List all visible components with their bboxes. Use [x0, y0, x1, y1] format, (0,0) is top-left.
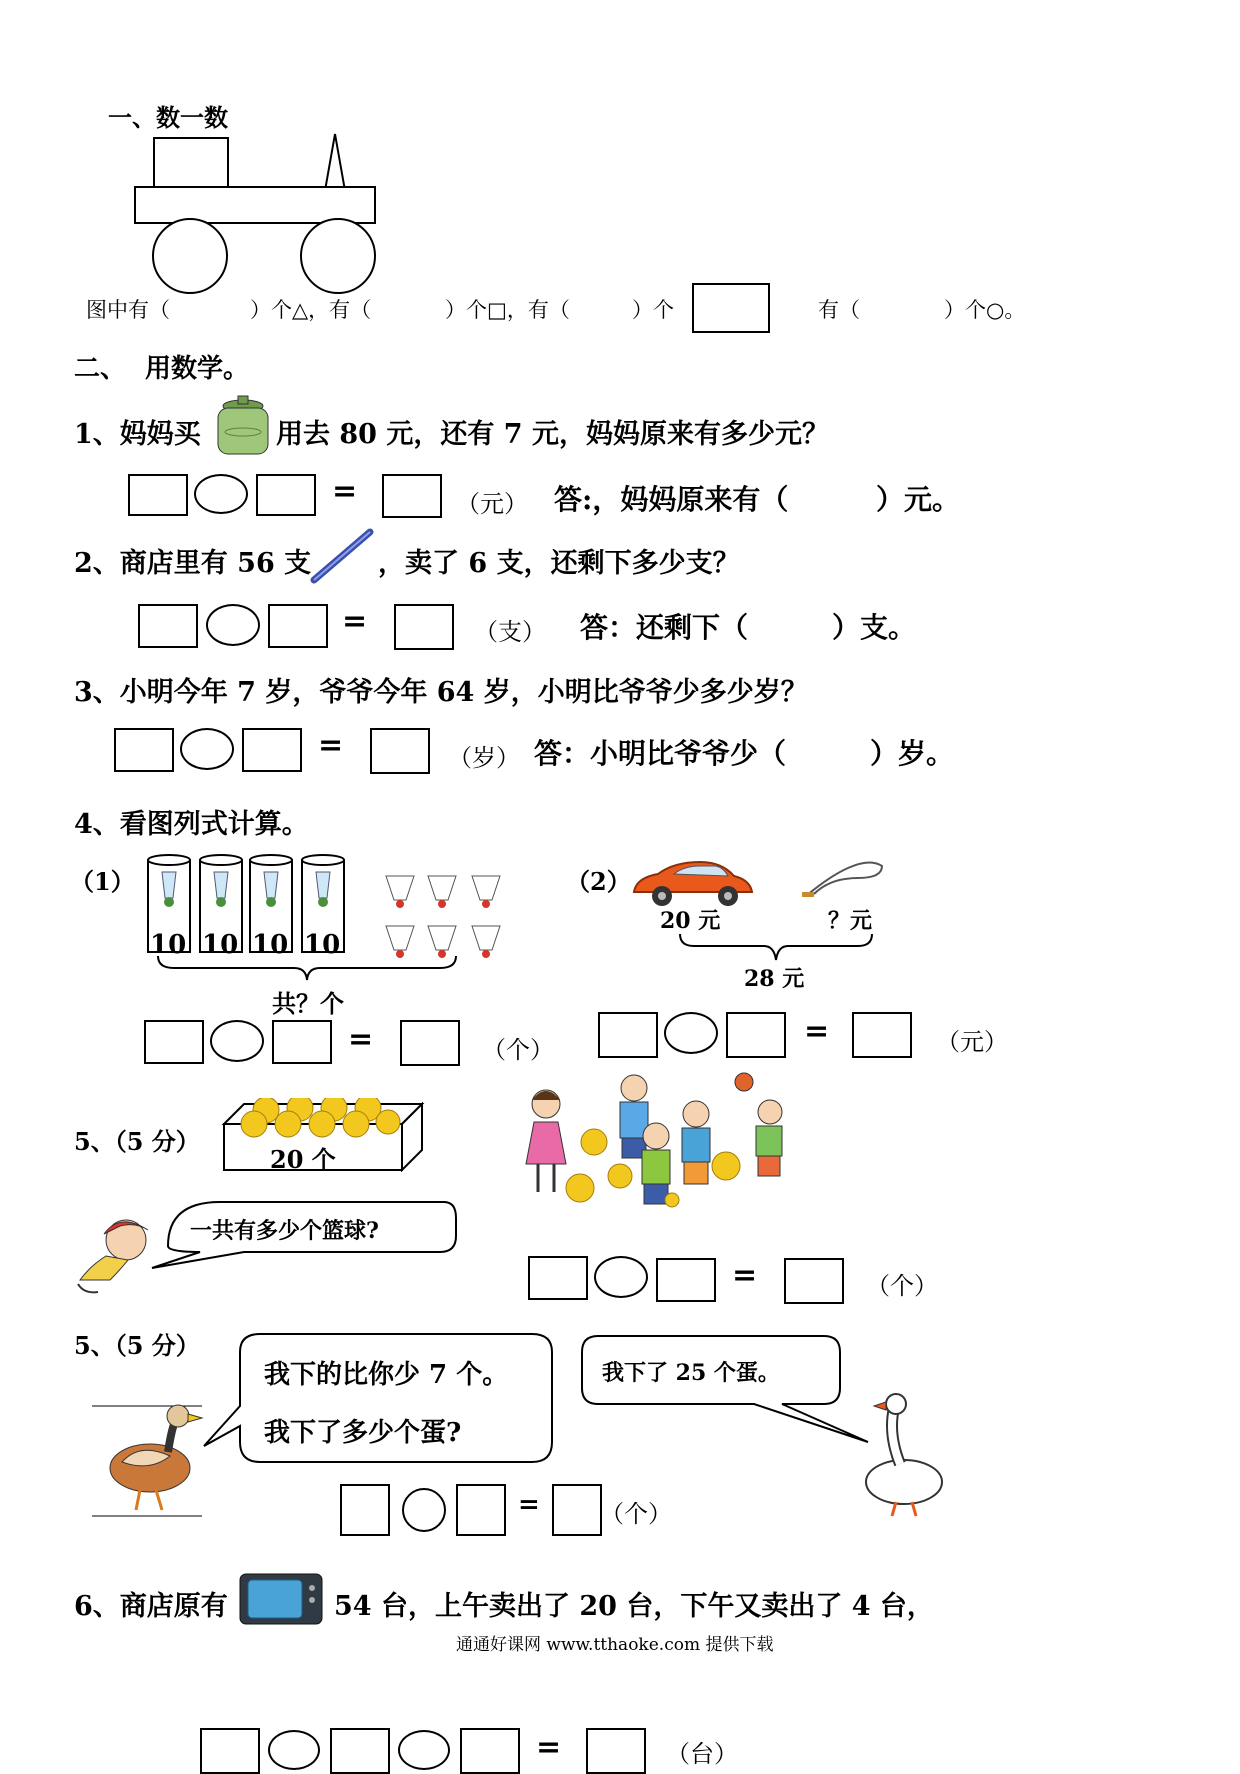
operator-oval[interactable]	[268, 1730, 320, 1770]
operator-oval[interactable]	[206, 604, 260, 646]
tube-label: 10	[252, 930, 289, 960]
answer-text-post: ）岁。	[870, 737, 955, 770]
operator-oval[interactable]	[194, 474, 248, 514]
sentence-part: ）个△，有（	[250, 298, 372, 322]
tube-label: 10	[150, 930, 187, 960]
answer-box[interactable]	[598, 1012, 658, 1058]
equals-sign: =	[342, 604, 368, 639]
sentence-part: ）个	[632, 298, 674, 322]
box-label: 20 个	[270, 1145, 336, 1174]
result-box[interactable]	[552, 1484, 602, 1536]
answer-box[interactable]	[656, 1258, 716, 1302]
q5a-label: 5、（5 分）	[74, 1127, 200, 1156]
section1-title: 一、数一数	[108, 103, 228, 132]
answer-box[interactable]	[256, 474, 316, 516]
jump-rope-icon	[800, 856, 886, 906]
shape-vehicle-figure	[110, 130, 390, 300]
tube-label: 10	[202, 930, 239, 960]
car-icon	[630, 858, 756, 910]
answer-box[interactable]	[460, 1728, 520, 1774]
equals-sign: =	[518, 1490, 540, 1520]
q6-text-post: 54 台，上午卖出了 20 台，下午又卖出了 4 台，	[334, 1591, 934, 1622]
unit-label: （个）	[482, 1036, 554, 1064]
unit-label: （岁）	[448, 744, 520, 772]
q4-part1-label: （1）	[70, 867, 135, 896]
answer-box[interactable]	[272, 1020, 332, 1064]
sentence-part: 图中有（	[86, 298, 170, 322]
jar-icon	[212, 394, 274, 460]
brace-label: 共？个	[272, 989, 344, 1018]
q5b-label: 5、（5 分）	[74, 1331, 200, 1360]
q6-text-pre: 6、商店原有	[74, 1591, 228, 1622]
child-figure	[642, 1123, 670, 1204]
operator-oval[interactable]	[180, 728, 234, 770]
car-price: 20 元	[660, 908, 721, 934]
unit-label: （支）	[474, 618, 546, 646]
unit-label: （台）	[666, 1740, 738, 1768]
circle-shape	[153, 219, 227, 293]
unit-label: （个）	[866, 1272, 938, 1300]
answer-box[interactable]	[528, 1256, 588, 1300]
brace-icon	[676, 930, 876, 964]
operator-oval[interactable]	[210, 1020, 264, 1062]
q4-part2-label: （2）	[566, 867, 631, 896]
answer-box[interactable]	[340, 1484, 390, 1536]
sentence-part: ）个○。	[944, 298, 1026, 322]
child-figure	[682, 1101, 710, 1184]
answer-box[interactable]	[242, 728, 302, 772]
answer-box[interactable]	[144, 1020, 204, 1064]
rectangle-shape-icon	[692, 283, 770, 333]
answer-box[interactable]	[128, 474, 188, 516]
pen-icon	[306, 526, 376, 586]
footer-watermark: 通通好课网 www.tthaoke.com 提供下载	[456, 1635, 774, 1655]
child-figure	[526, 1090, 566, 1192]
tv-icon	[238, 1572, 324, 1628]
answer-text-post: ）支。	[832, 611, 917, 644]
section2-number: 二、	[74, 354, 127, 384]
q3-text: 3、小明今年 7 岁，爷爷今年 64 岁，小明比爷爷少多少岁？	[74, 677, 808, 708]
answer-text-post: ）元。	[876, 483, 961, 516]
equals-sign: =	[348, 1022, 374, 1057]
answer-box[interactable]	[200, 1728, 260, 1774]
q2-text-post: ，卖了 6 支，还剩下多少支？	[378, 548, 740, 579]
answer-box[interactable]	[268, 604, 328, 648]
child-figure	[756, 1100, 782, 1176]
operator-oval[interactable]	[398, 1730, 450, 1770]
result-box[interactable]	[370, 728, 430, 774]
sentence-part: 有（	[818, 298, 860, 322]
children-playing-illustration	[516, 1072, 806, 1208]
answer-text-pre: 答：还剩下（	[580, 611, 749, 644]
equals-sign: =	[332, 474, 358, 509]
total-price: 28 元	[744, 966, 805, 992]
bubble-text: 一共有多少个篮球?	[190, 1218, 379, 1244]
answer-box[interactable]	[330, 1728, 390, 1774]
duck-line1: 我下的比你少 7 个。	[264, 1360, 509, 1390]
operator-oval[interactable]	[402, 1488, 446, 1532]
equals-sign: =	[732, 1258, 758, 1293]
answer-box[interactable]	[138, 604, 198, 648]
goose-icon	[866, 1394, 942, 1516]
answer-text-pre: 答:，妈妈原来有（	[554, 483, 789, 516]
section2-title: 用数学。	[145, 354, 250, 384]
answer-text-pre: 答：小明比爷爷少（	[534, 737, 787, 770]
equals-sign: =	[804, 1014, 830, 1049]
unit-label: （个）	[600, 1500, 672, 1528]
sentence-part: ）个□，有（	[445, 298, 570, 322]
equals-sign: =	[318, 728, 344, 763]
answer-box[interactable]	[114, 728, 174, 772]
equals-sign: =	[536, 1730, 562, 1765]
boy-speech-illustration	[70, 1196, 460, 1300]
result-box[interactable]	[784, 1258, 844, 1304]
rectangle-shape	[135, 187, 375, 223]
unit-label: （元）	[456, 490, 528, 518]
duck-line2: 我下了多少个蛋?	[264, 1418, 462, 1448]
q1-text-pre: 1、妈妈买	[74, 419, 201, 450]
q1-text-post: 用去 80 元，还有 7 元，妈妈原来有多少元？	[276, 419, 829, 450]
child-figure	[620, 1075, 648, 1158]
q4-text: 4、看图列式计算。	[74, 809, 309, 840]
result-box[interactable]	[394, 604, 454, 650]
circle-shape	[301, 219, 375, 293]
goose-text: 我下了 25 个蛋。	[602, 1360, 780, 1386]
operator-oval[interactable]	[664, 1012, 718, 1054]
rope-price: ？元	[828, 908, 873, 934]
q2-text-pre: 2、商店里有 56 支	[74, 548, 312, 579]
result-box[interactable]	[382, 474, 442, 518]
answer-box[interactable]	[726, 1012, 786, 1058]
speech-bubble	[582, 1336, 868, 1442]
brace-icon	[154, 952, 460, 982]
duck-icon	[110, 1405, 202, 1510]
boy-icon	[78, 1220, 148, 1292]
result-box[interactable]	[586, 1728, 646, 1774]
result-box[interactable]	[852, 1012, 912, 1058]
result-box[interactable]	[400, 1020, 460, 1066]
operator-oval[interactable]	[594, 1256, 648, 1298]
answer-box[interactable]	[456, 1484, 506, 1536]
unit-label: （元）	[936, 1028, 1008, 1056]
tube-label: 10	[304, 930, 341, 960]
